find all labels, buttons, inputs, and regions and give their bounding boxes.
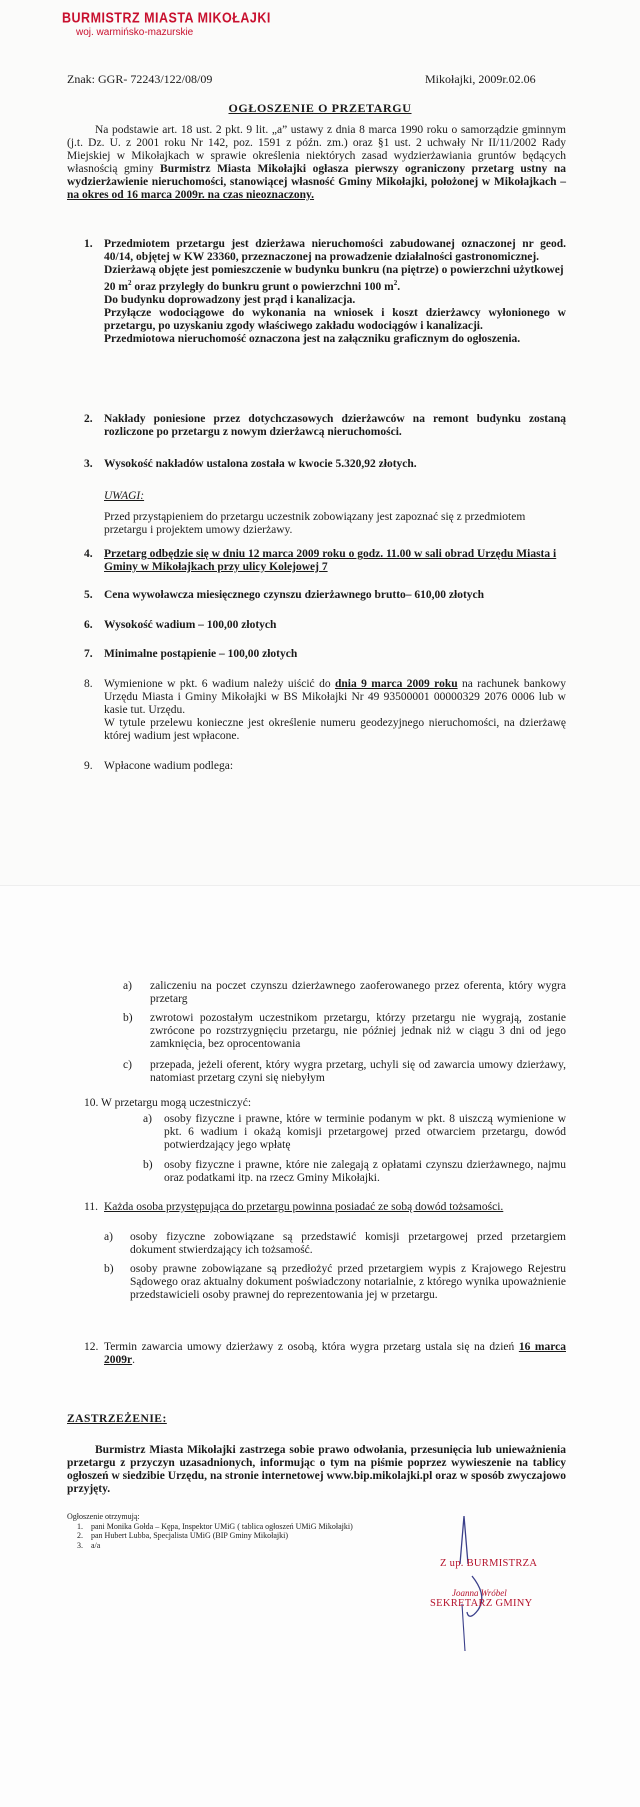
item-11-a-mark: a) [104, 1231, 113, 1243]
item-11-b-text: osoby prawne zobowiązane są przedłożyć przed przetargiem wypis z Krajowego Rejestru Sądowego oraz aktualny dokument poświadczony notarialnie, z którego wynika upoważnienie przedstawicieli osoby prawnej do reprezentowania jej w przetargu. [130, 1263, 566, 1301]
distribution-heading: Ogłoszenie otrzymują: [67, 1512, 140, 1521]
reservation-text: Burmistrz Miasta Mikołajki zastrzega sobie prawo odwołania, przesunięcia lub unieważnienia przetargu z przyczyn uzasadnionych, informując o tym na piśmie poprzez wywieszenie na tablicy ogłoszeń w siedzibie Urzędu, na stronie internetowej www.bip.mikolajki.pl oraz w sposób zwyczajowo przyjęty. [67, 1444, 566, 1495]
item-1-premises-end: . [397, 280, 401, 293]
item-10-heading: 10. W przetargu mogą uczestniczyć: [84, 1097, 252, 1109]
issuer-stamp [62, 10, 271, 38]
item-5-text: Cena wywoławcza miesięcznego czynszu dzierżawnego brutto– 610,00 złotych [104, 589, 485, 601]
intro-period: na okres od 16 marca 2009r. na czas nieoznaczony. [67, 189, 315, 201]
item-1-subject: Przedmiotem przetargu jest dzierżawa nieruchomości zabudowanej oznaczonej nr geod. 40/14, objętej w KW 23360, przeznaczonej na prowadzenie działalności gastronomicznej. [104, 238, 566, 263]
item-11-a-text: osoby fizyczne zobowiązane są przedstawić komisji przetargowej przed przetargiem dokument stwierdzający ich tożsamość. [130, 1231, 566, 1256]
distribution-item-text: a/a [91, 1540, 101, 1550]
deposit-c-text: przepada, jeżeli oferent, który wygra przetarg, uchyli się od zawarcia umowy dzierżawy, natomiast przetarg czyni się niebyłym [150, 1059, 566, 1084]
item-1-water: Przyłącze wodociągowe do wykonania na wniosek i koszt dzierżawcy wyłonionego w przetargu, po uzyskaniu zgody właściwego zakładu wodociągów i kanalizacji. [104, 306, 566, 332]
item-9-number: 9. [84, 760, 93, 772]
signature-line-1: Z up. BURMISTRZA [440, 1558, 538, 1569]
item-12-end: . [132, 1354, 135, 1366]
item-8-number: 8. [84, 678, 93, 690]
distribution-item-text: pan Hubert Lubba, Specjalista UMiG (BIP Gminy Mikołajki) [91, 1531, 289, 1540]
item-11-b-mark: b) [104, 1263, 114, 1275]
item-1-number: 1. [84, 238, 93, 250]
item-10-a-text: osoby fizyczne i prawne, które w terminie podanym w pkt. 8 uiszczą wymienione w pkt. 6 wadium i okażą komisji przetargowej przed otwarciem przetargu, dowód potwierdzający jego wpłatę [164, 1113, 566, 1151]
remarks-text: Przed przystąpieniem do przetargu uczestnik zobowiązany jest zapoznać się z przedmiotem przetargu i projektem umowy dzierżawy. [104, 511, 526, 536]
item-8 [104, 678, 566, 743]
document-page-1 [0, 0, 640, 885]
document-page-2 [0, 885, 640, 1807]
item-3-text: Wysokość nakładów ustalona została w kwocie 5.320,92 złotych. [104, 458, 417, 470]
signature-line-3: SEKRETARZ GMINY [430, 1598, 533, 1609]
item-1-sup: 2 [127, 279, 132, 287]
signature-scribble-icon [420, 1506, 580, 1666]
intro-text: Na podstawie art. 18 ust. 2 pkt. 9 lit. „a” ustawy z dnia 8 marca 1990 roku o samorządzie gminnym (j.t. Dz. U. z 2001 roku Nr 142, poz. 1591 z późn. zm.) oraz §1 ust. 2 uchwały Nr II/11/2002 Rady Miejskiej w Mikołajkach w sprawie określenia niektórych zasad wydzierżawiania gruntów będących własnością gminy [67, 124, 566, 175]
item-5-number: 5. [84, 589, 93, 601]
item-12 [104, 1341, 566, 1367]
intro-paragraph [67, 124, 566, 202]
deposit-a-text: zaliczeniu na poczet czynszu dzierżawnego zaoferowanego przez oferenta, który wygra przetarg [150, 980, 566, 1005]
item-2-number: 2. [84, 413, 93, 425]
item-8-account: na rachunek bankowy Urzędu Miasta i Gminy Mikołajki w BS Mikołajki Nr 49 93500001 00000329 2076 0006 lub w kasie tut. Urzędu. [104, 678, 567, 716]
item-12-number: 12. [84, 1341, 99, 1353]
item-1 [104, 238, 566, 346]
item-11-heading: Każda osoba przystępująca do przetargu powinna posiadać ze sobą dowód tożsamości. [104, 1201, 504, 1213]
deposit-b-text: zwrotowi pozostałym uczestnikom przetargu, którzy przetargu nie wygrają, zostanie zwrócone po rozstrzygnięciu przetargu, nie później jednak niż w ciągu 3 dni od jego zamknięcia, bez oprocentowania [150, 1012, 566, 1050]
distribution-item [67, 1541, 353, 1551]
item-1-premises [104, 264, 566, 294]
item-12-date: 16 marca 2009r [104, 1341, 566, 1366]
distribution-item-number: 1. [77, 1521, 83, 1531]
item-8-transfer-note: W tytule przelewu konieczne jest określenie numeru geodezyjnego nieruchomości, na dzierżawę której wadium jest wpłacone. [104, 717, 566, 742]
item-4-number: 4. [84, 548, 93, 560]
distribution-item-number: 2. [77, 1531, 83, 1540]
item-1-premises-text-2: oraz przyległy do bunkru grunt o powierzchni 100 m [131, 280, 394, 293]
item-2-text: Nakłady poniesione przez dotychczasowych dzierżawców na remont budynku zostaną rozliczone po przetargu z nowym dzierżawcą nieruchomości. [104, 413, 566, 438]
intro-bold: Burmistrz Miasta Mikołajki ogłasza pierwszy ograniczony przetarg ustny na wydzierżawienie nieruchomości, stanowiącej własność Gminy Mikołajki, położonej w Mikołajkach – [67, 163, 566, 188]
deposit-c-mark: c) [123, 1059, 132, 1071]
item-7-number: 7. [84, 648, 93, 660]
distribution-list [67, 1512, 353, 1550]
remarks-label: UWAGI: [104, 490, 145, 502]
item-10-a-mark: a) [143, 1113, 152, 1125]
item-1-attachment: Przedmiotowa nieruchomość oznaczona jest na załączniku graficznym do ogłoszenia. [104, 332, 521, 345]
item-12-text: Termin zawarcia umowy dzierżawy z osobą, która wygra przetarg ustala się na dzień [104, 1341, 519, 1353]
reservation-label: ZASTRZEŻENIE: [67, 1413, 167, 1425]
item-1-premises-text: Dzierżawą objęte jest pomieszczenie w budynku bunkru (na piętrze) o powierzchni użytkowej 20 m [104, 264, 564, 293]
item-8-deposit [104, 678, 566, 717]
distribution-item-text: pani Monika Gołda – Kępa, Inspektor UMiG ( tablica ogłoszeń UMiG Mikołajki) [91, 1521, 353, 1531]
distribution-item [67, 1522, 353, 1532]
deposit-b-mark: b) [123, 1012, 133, 1024]
stamp-line-2: woj. warmińsko-mazurskie [76, 27, 194, 38]
item-6-number: 6. [84, 619, 93, 631]
item-7-text: Minimalne postąpienie – 100,00 złotych [104, 648, 298, 660]
item-6-text: Wysokość wadium – 100,00 złotych [104, 619, 277, 631]
place-and-date: Mikołajki, 2009r.02.06 [425, 72, 536, 86]
item-3-number: 3. [84, 458, 93, 470]
distribution-item-number: 3. [77, 1540, 83, 1550]
item-4-text: Przetarg odbędzie się w dniu 12 marca 2009 roku o godz. 11.00 w sali obrad Urzędu Miasta i Gminy w Mikołajkach przy ulicy Kolejowej 7 [104, 548, 557, 573]
signature-stamp [420, 1506, 580, 1666]
item-9-text: Wpłacone wadium podlega: [104, 760, 234, 772]
deposit-a-mark: a) [123, 980, 132, 992]
item-1-sup-2: 2 [393, 279, 398, 287]
stamp-line-1: BURMISTRZ MIASTA MIKOŁAJKI [62, 10, 271, 27]
item-11-number: 11. [84, 1201, 98, 1213]
item-8-text: Wymienione w pkt. 6 wadium należy uiścić do [104, 678, 335, 690]
item-10-b-text: osoby fizyczne i prawne, które nie zalegają z opłatami czynszu dzierżawnego, najmu oraz podatkami itp. na rzecz Gminy Mikołajki. [164, 1159, 566, 1184]
item-1-utilities: Do budynku doprowadzony jest prąd i kanalizacja. [104, 293, 356, 306]
item-10-b-mark: b) [143, 1159, 153, 1171]
document-title: OGŁOSZENIE O PRZETARGU [228, 101, 412, 115]
reference-number: Znak: GGR- 72243/122/08/09 [67, 72, 213, 86]
item-8-deadline: dnia 9 marca 2009 roku [334, 678, 458, 690]
distribution-item [67, 1531, 353, 1541]
signature-name: Joanna Wróbel [452, 1588, 507, 1598]
